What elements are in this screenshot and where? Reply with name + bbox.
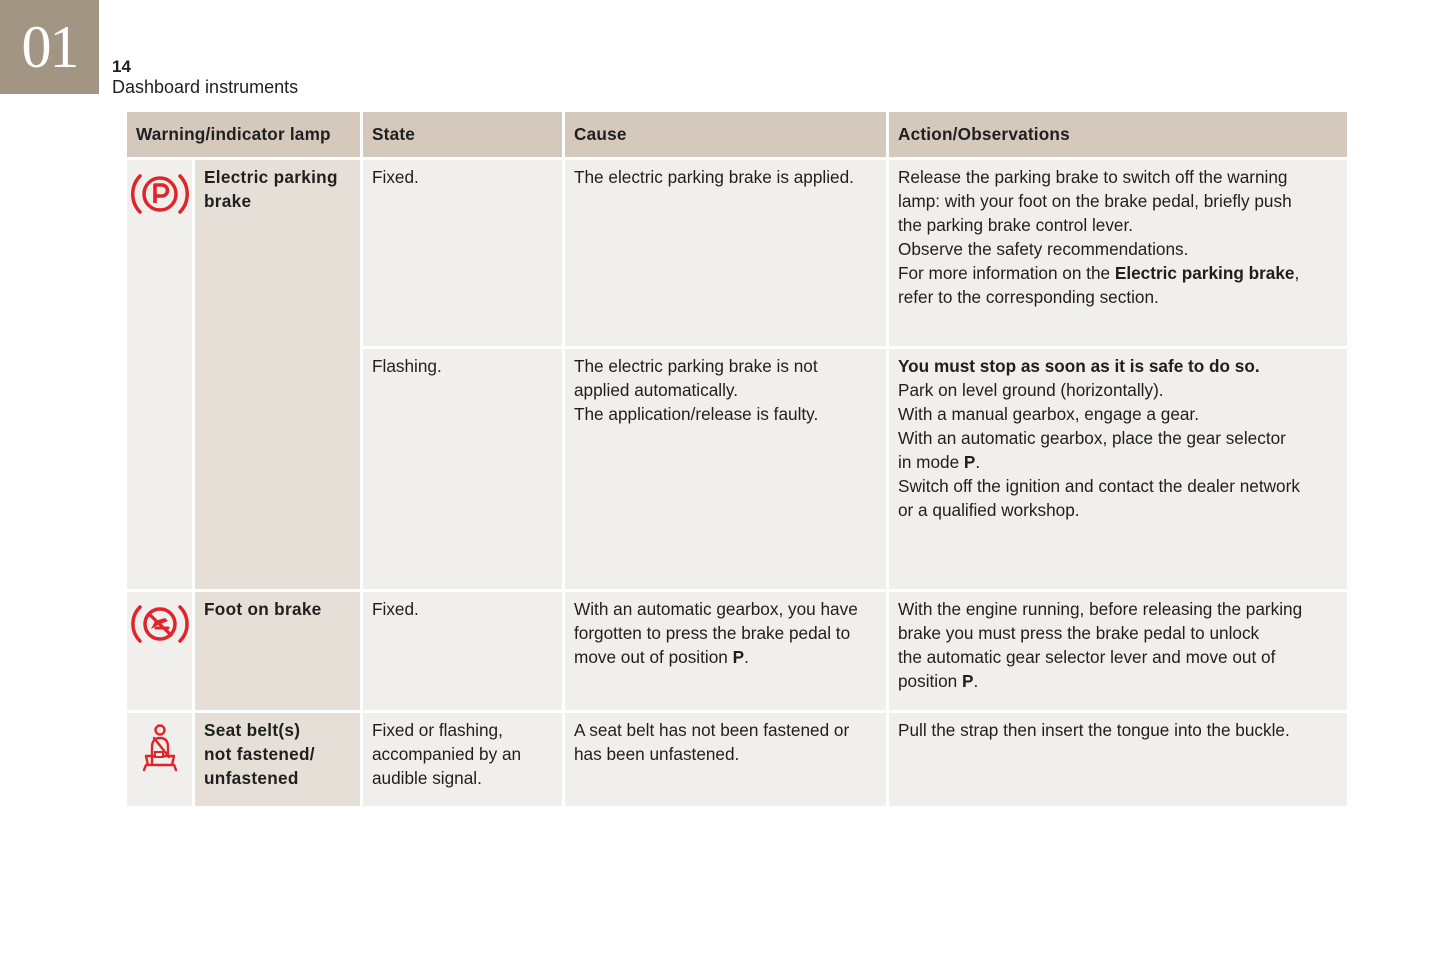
warning-lamps-table (124, 109, 1350, 809)
action-line: the parking brake control lever. (898, 215, 1134, 235)
action-emphasis: P (962, 671, 974, 691)
cause-cell: The electric parking brake is applied. (564, 159, 888, 348)
action-line: Observe the safety recommendations. (898, 239, 1189, 259)
action-line: Switch off the ignition and contact the dealer network (898, 476, 1300, 496)
cause-text: move out of position (574, 647, 733, 667)
lamp-name-line: Seat belt(s) (204, 720, 301, 740)
cause-line: The electric parking brake is not (574, 356, 818, 376)
header-lamp: Warning/indicator lamp (126, 111, 362, 159)
table-row (126, 712, 1349, 808)
cause-cell (564, 591, 888, 712)
lamp-name (194, 712, 362, 808)
lamp-name: Foot on brake (194, 591, 362, 712)
cause-line (574, 645, 878, 669)
table-row (126, 159, 1349, 348)
cause-line: applied automatically. (574, 380, 739, 400)
lamp-icon-cell (126, 712, 194, 808)
action-text: , (1294, 263, 1300, 283)
state-line: audible signal. (372, 768, 482, 788)
action-emphasis: P (963, 452, 976, 472)
action-emphasis: Electric parking brake (1114, 263, 1295, 283)
cause-line: A seat belt has not been fastened or (574, 720, 850, 740)
lamp-name: Electric parking brake (194, 159, 362, 591)
state-cell (362, 712, 564, 808)
action-line: or a qualified workshop. (898, 500, 1080, 520)
cause-text: . (744, 647, 749, 667)
action-cell (888, 348, 1349, 591)
header-state: State (362, 111, 564, 159)
state-cell: Flashing. (362, 348, 564, 591)
lamp-icon-cell (126, 591, 194, 712)
section-title: Dashboard instruments (112, 77, 299, 97)
chapter-number: 01 (0, 0, 99, 94)
lamp-name-line: unfastened (204, 768, 299, 788)
action-line: brake you must press the brake pedal to unlock (898, 623, 1260, 643)
action-cell (888, 591, 1349, 712)
table-header-row (126, 111, 1349, 159)
cause-cell (564, 712, 888, 808)
action-cell (888, 159, 1349, 348)
header-cause: Cause (564, 111, 888, 159)
state-cell: Fixed. (362, 159, 564, 348)
cause-line: forgotten to press the brake pedal to (574, 623, 851, 643)
action-line: With an automatic gearbox, place the gear selector (898, 428, 1286, 448)
action-cell: Pull the strap then insert the tongue into the buckle. (888, 712, 1349, 808)
action-warning: You must stop as soon as it is safe to do so. (898, 356, 1260, 376)
action-line (898, 261, 1339, 285)
action-line: Release the parking brake to switch off the warning (898, 167, 1288, 187)
action-line (898, 669, 1339, 693)
cause-line: has been unfastened. (574, 744, 740, 764)
action-line: refer to the corresponding section. (898, 287, 1159, 307)
action-line: With the engine running, before releasing the parking (898, 599, 1303, 619)
foot-on-brake-icon (131, 602, 188, 646)
state-line: accompanied by an (372, 744, 522, 764)
page-number: 14 (112, 57, 131, 76)
parking-brake-icon (131, 170, 188, 218)
action-text: . (975, 452, 981, 472)
action-text: For more information on the (898, 263, 1115, 283)
action-text: position (898, 671, 963, 691)
lamp-name-line: not fastened/ (204, 744, 315, 764)
action-text: in mode (898, 452, 964, 472)
seat-belt-icon (131, 723, 188, 773)
action-line: the automatic gear selector lever and move out of (898, 647, 1276, 667)
cause-cell (564, 348, 888, 591)
table-row (126, 591, 1349, 712)
cause-line: The application/release is faulty. (574, 404, 819, 424)
lamp-icon-cell (126, 159, 194, 591)
state-line: Fixed or flashing, (372, 720, 503, 740)
action-line (898, 450, 1339, 474)
state-cell: Fixed. (362, 591, 564, 712)
action-line: Park on level ground (horizontally). (898, 380, 1164, 400)
action-text: . (973, 671, 979, 691)
action-line: lamp: with your foot on the brake pedal, briefly push (898, 191, 1292, 211)
header-action: Action/Observations (888, 111, 1349, 159)
action-line: With a manual gearbox, engage a gear. (898, 404, 1199, 424)
cause-emphasis: P (732, 647, 745, 667)
cause-line: With an automatic gearbox, you have (574, 599, 858, 619)
